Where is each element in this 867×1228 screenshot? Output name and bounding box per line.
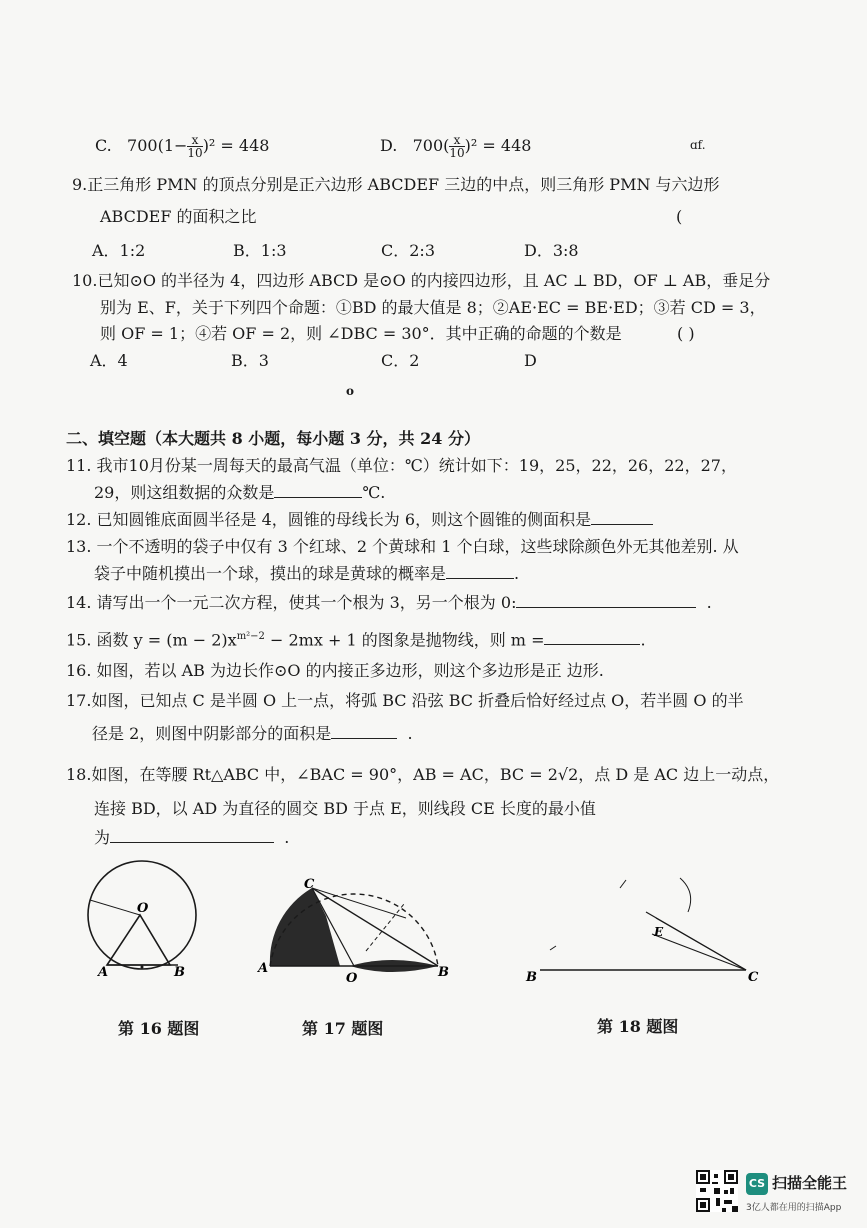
q17-line2 [92, 723, 413, 745]
q15-end: . [640, 630, 646, 650]
section-heading: 二、填空题（本大题共 8 小题，每小题 3 分，共 24 分） [66, 429, 480, 448]
brand-name: 扫描全能王 [772, 1174, 848, 1192]
q10-option-c: C．2 [381, 351, 420, 370]
fig16-label-b: B [174, 965, 185, 980]
brand-slogan: 3亿人都在用的扫描App [746, 1203, 842, 1213]
stray-mark: ɑf. [690, 138, 706, 152]
q13-text: 袋子中随机摸出一个球，摸出的球是黄球的概率是 [94, 564, 447, 583]
q10-line3: 则 OF = 1；④若 OF = 2，则 ∠DBC = 30°．其中正确的命题的个数是 [100, 324, 622, 343]
denominator: 10 [187, 146, 203, 160]
fig17-label-c: C [304, 877, 315, 892]
q18-text: 为 [94, 828, 111, 847]
q12-line [66, 509, 653, 531]
stray-mark: o [346, 384, 355, 398]
qr-code-icon [696, 1170, 738, 1212]
q18-line2: 连接 BD，以 AD 为直径的圆交 BD 于点 E，则线段 CE 长度的最小值 [94, 799, 596, 818]
q9-answer-paren: ( [676, 207, 683, 226]
answer-blank [591, 510, 653, 525]
equation-part: )² = 448 [202, 136, 270, 155]
q9-option-a: A．1:2 [92, 241, 146, 260]
camscanner-logo-icon: CS [746, 1173, 768, 1195]
fig18-label-b: B [526, 970, 537, 985]
q15-text: − 2mx + 1 的图象是抛物线，则 m = [264, 630, 545, 650]
q10-line2: 别为 E、F，关于下列四个命题：①BD 的最大值是 8；②AE·EC = BE·ED；③若 CD = 3， [100, 298, 766, 317]
q14-line [66, 592, 712, 614]
fig16-segment [90, 900, 140, 915]
fraction [187, 134, 202, 159]
q10-option-d: D [524, 351, 537, 370]
q15-line [66, 626, 646, 651]
q15-text: 15. 函数 y = (m − 2)x [66, 630, 237, 650]
q18-line1: 18.如图，在等腰 Rt△ABC 中，∠BAC = 90°，AB = AC，BC = 2√2，点 D 是 AC 边上一动点， [66, 765, 780, 784]
fig16-label-o: O [137, 901, 149, 916]
q12-text: 12. 已知圆锥底面圆半径是 4，圆锥的母线长为 6，则这个圆锥的侧面积是 [66, 510, 592, 529]
equation-part: )² = 448 [464, 136, 532, 155]
q15-exponent: m²−2 [236, 631, 265, 642]
answer-blank [446, 564, 514, 579]
figure-18 [520, 872, 770, 987]
equation-part: 700( [412, 136, 450, 155]
option-label: C. [95, 136, 112, 155]
answer-blank [274, 483, 362, 498]
q11-text: 29，则这组数据的众数是 [94, 483, 275, 502]
q9-option-c: C．2:3 [381, 241, 435, 260]
q11-unit: ℃. [362, 483, 386, 502]
fig17-caption: 第 17 题图 [302, 1019, 384, 1038]
q13-line2 [94, 563, 519, 585]
fig17-label-o: O [346, 971, 358, 986]
q9-line1: 9.正三角形 PMN 的顶点分别是正六边形 ABCDEF 三边的中点，则三角形 PMN 与六边形 [72, 175, 720, 194]
fig17-label-b: B [438, 965, 449, 980]
fig18-caption: 第 18 题图 [597, 1017, 679, 1036]
figure-17 [256, 876, 456, 986]
fraction [449, 134, 464, 159]
q18-line3 [94, 827, 289, 849]
fig18-mark [550, 946, 556, 950]
fig18-label-c: C [748, 970, 759, 985]
fig17-label-a: A [258, 961, 269, 976]
q16-line: 16. 如图，若以 AB 为边长作⊙O 的内接正多边形，则这个多边形是正 边形. [66, 661, 604, 680]
q13-end: . [514, 564, 520, 583]
q10-option-b: B．3 [231, 351, 269, 370]
numerator: x [449, 134, 464, 147]
q8-option-d [380, 134, 531, 159]
q10-line1: 10.已知⊙O 的半径为 4，四边形 ABCD 是⊙O 的内接四边形，且 AC ⊥ BD，OF ⊥ AB，垂足分 [72, 271, 771, 290]
fig16-label-a: A [98, 965, 109, 980]
fig18-mark [620, 880, 626, 888]
answer-blank [516, 593, 696, 608]
numerator: x [187, 134, 202, 147]
q17-text: 径是 2，则图中阴影部分的面积是 [92, 724, 332, 743]
figure-16 [80, 860, 210, 980]
fig16-segment [140, 915, 170, 965]
q10-answer-paren: ( ) [677, 324, 695, 343]
q17-end: . [407, 724, 413, 743]
answer-blank [331, 724, 397, 739]
q11-line1: 11. 我市10月份某一周每天的最高气温（单位：℃）统计如下：19，25，22，26，22，27， [66, 456, 737, 475]
q17-line1: 17.如图，已知点 C 是半圆 O 上一点，将弧 BC 沿弦 BC 折叠后恰好经过点 O，若半圆 O 的半 [66, 691, 744, 710]
q13-line1: 13. 一个不透明的袋子中仅有 3 个红球、2 个黄球和 1 个白球，这些球除颜色外无其他差别. 从 [66, 537, 739, 556]
q14-end: . [706, 593, 712, 612]
q11-line2 [94, 482, 385, 504]
q8-option-c [95, 134, 269, 159]
fig18-label-e: E [654, 925, 664, 939]
fig18-segment-ce [652, 934, 746, 970]
equation-part: 700(1− [127, 136, 188, 155]
q9-option-d: D．3:8 [524, 241, 579, 260]
fig16-dot [141, 966, 144, 969]
fig18-arc [680, 878, 691, 912]
q14-text: 14. 请写出一个一元二次方程，使其一个根为 3，另一个根为 0: [66, 593, 517, 612]
fig17-shaded-left [270, 888, 340, 966]
fig16-triangle [107, 915, 170, 965]
fig18-segment [656, 918, 746, 970]
answer-blank [110, 828, 274, 843]
q9-line2: ABCDEF 的面积之比 [100, 207, 257, 226]
denominator: 10 [449, 146, 465, 160]
option-label: D. [380, 136, 398, 155]
answer-blank [544, 630, 640, 645]
q9-option-b: B．1:3 [233, 241, 287, 260]
fig16-caption: 第 16 题图 [118, 1019, 200, 1038]
q10-option-a: A．4 [90, 351, 128, 370]
q18-end: . [284, 828, 290, 847]
